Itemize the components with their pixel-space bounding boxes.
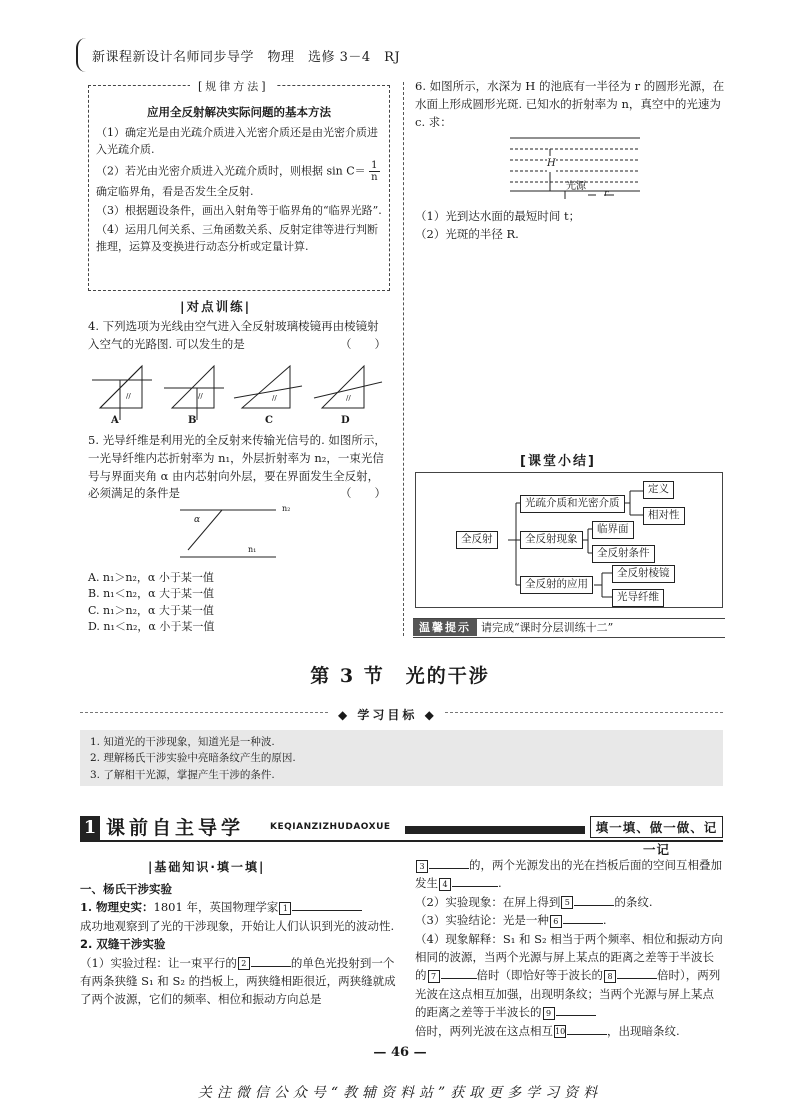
blank-number: 5 — [561, 896, 573, 909]
svg-text://: // — [198, 392, 203, 400]
node-fiber: 光导纤维 — [612, 589, 664, 607]
q6-sub-1: （1）光到达水面的最短时间 t； — [415, 209, 581, 223]
summary-diagram — [415, 472, 723, 608]
banner-title: 课前自主导学 — [106, 817, 245, 839]
question-5-text: 5. 光导纤维是利用光的全反射来传输光信号的. 如图所示，一光导纤维内芯折射率为 n₁，外层折射率为 n₂，一束光信号与界面夹角 α 由内芯射向外层，要在界面发生全反射，必须满足的条件是 — [88, 433, 386, 501]
method-step-3: （3）根据题设条件，画出入射角等于临界角的“临界光路”. — [96, 203, 382, 217]
node-condition: 全反射条件 — [592, 545, 655, 563]
part-banner — [80, 816, 723, 857]
question-4-text: 4. 下列选项为光线由空气进入全反射玻璃棱镜再由棱镜射入空气的光路图. 可以发生的是 — [88, 319, 379, 351]
tip-tag: 温馨提示 — [413, 619, 477, 636]
result-3-a: （3）实验结论：光是一种 — [415, 913, 549, 928]
q4-label-b: B — [188, 415, 197, 426]
result-3: （3）实验结论：光是一种 6 . — [415, 913, 607, 928]
label-light-source: 光源 — [566, 181, 586, 192]
result-4-a: （4）现象解释：S₁ 和 S₂ 相当于两个频率、相位和振动方向相同的波源，当两个光源与屏上某点的距离之差等于半波长的 — [415, 931, 723, 983]
tip-text: 请完成“课时分层训练十二” — [481, 621, 614, 634]
node-phenomenon: 全反射现象 — [520, 531, 583, 549]
result-2-b: 的条纹. — [614, 894, 653, 909]
label-radius-r: r — [604, 189, 609, 199]
q6-sub-2: （2）光斑的半径 R. — [415, 227, 519, 241]
option-c: C. n₁＞n₂，α 大于某一值 — [88, 603, 214, 617]
question-6 — [415, 78, 725, 131]
method-step-2a: （2）若光由光密介质进入光疏介质时，则根据 sin C＝ — [96, 164, 366, 178]
result-4 — [415, 930, 725, 1040]
blank-line[interactable] — [567, 1022, 607, 1035]
svg-text://: // — [272, 394, 277, 402]
ray-c — [234, 386, 302, 398]
blank-number: 4 — [439, 878, 451, 891]
heading-young: 一、杨氏干涉实验 — [80, 882, 172, 896]
header-bracket — [76, 38, 88, 72]
history-text-b: 成功地观察到了光的干涉现象，开始让人们认识到光的波动性. — [80, 918, 395, 933]
blank-line[interactable] — [563, 911, 603, 924]
banner-pinyin: KEQIANZIZHUDAOXUE — [270, 822, 391, 832]
section-title: 第 3 节 光的干涉 — [310, 665, 490, 687]
banner-number: 1 — [80, 816, 100, 840]
q5-options — [88, 570, 214, 635]
history-line — [80, 898, 398, 935]
q4-label-c: C — [265, 415, 273, 426]
blank-number: 8 — [604, 970, 616, 983]
goal-item: 3. 了解相干光源，掌握产生干涉的条件. — [90, 768, 275, 781]
label-n1: n₁ — [248, 545, 257, 554]
history-text-a: 1801 年，英国物理学家 — [153, 900, 279, 915]
node-prism: 全反射棱镜 — [612, 565, 675, 583]
column-divider — [403, 82, 404, 636]
blank-line[interactable] — [452, 874, 498, 887]
result-4-d: 倍时，两列光波在这点相互 — [415, 1023, 553, 1038]
blank-number: 3 — [416, 860, 428, 873]
goal-item: 2. 理解杨氏干涉实验中亮暗条纹产生的原因. — [90, 752, 296, 765]
q4-label-a: A — [111, 415, 119, 426]
fraction-1-over-n: $\frac{1}{n}$ — [371, 159, 378, 183]
method-step-2b: 确定临界角，看是否发生全反射. — [96, 184, 254, 198]
label-alpha: α — [194, 515, 201, 525]
method-step-1: （1）确定光是由光疏介质进入光密介质还是由光密介质进入光疏介质. — [96, 125, 378, 156]
basic-right — [415, 856, 725, 1040]
blank-number: 7 — [428, 970, 440, 983]
blank-number: 6 — [550, 915, 562, 928]
fiber-figure — [176, 502, 296, 564]
heading-double-slit: 2. 双缝干涉实验 — [80, 937, 166, 952]
banner-slogan: 填一填、做一做、记一记 — [590, 816, 723, 838]
answer-paren: （ ） — [340, 486, 386, 501]
svg-text://: // — [346, 394, 351, 402]
summary-title: [课堂小结] — [520, 454, 596, 469]
result-2 — [415, 893, 725, 911]
result-1-text: 的，两个光源发出的光在挡板后面的空间互相叠加发生 — [415, 858, 722, 891]
tip-bar — [413, 618, 725, 638]
blank-number: 1 — [279, 902, 291, 915]
basic-title: |基础知识·填一填| — [148, 860, 266, 874]
prism-b — [172, 366, 214, 408]
option-d: D. n₁＜n₂，α 小于某一值 — [88, 619, 215, 633]
goal-item: 1. 知道光的干涉现象，知道光是一种波. — [90, 736, 275, 748]
banner-bar — [405, 826, 585, 834]
process-text-b: 的单色光投射到一个有两条狭缝 S₁ 和 S₂ 的挡板上，两狭缝相距很近，两狭缝就成了两个波源，它们的频率、相位和振动方向总是 — [80, 955, 396, 1007]
label-n2: n₂ — [282, 504, 291, 513]
prism-d — [322, 366, 364, 408]
node-definition: 定义 — [643, 481, 674, 499]
blank-number: 9 — [543, 1007, 555, 1020]
blank-line[interactable] — [292, 898, 362, 911]
process-text-a: （1）实验过程：让一束平行的 — [80, 955, 237, 970]
method-box — [88, 85, 390, 291]
node-total-reflection: 全反射 — [456, 531, 498, 549]
question-6-text: 6. 如图所示，水深为 H 的池底有一半径为 r 的圆形光源，在水面上形成圆形光斑. 已知水的折射率为 n，真空中的光速为 c. 求： — [415, 79, 725, 129]
result-2-a: （2）实验现象：在屏上得到 — [415, 894, 561, 909]
basic-left — [80, 880, 398, 1009]
method-tag: [规律方法] — [190, 78, 277, 95]
result-4-e: ，出现暗条纹. — [607, 1023, 680, 1038]
history-heading: 1. 物理史实： — [80, 900, 154, 915]
blank-line[interactable] — [441, 966, 477, 979]
blank-line[interactable] — [617, 966, 657, 979]
footer-note: 关注微信公众号“教辅资料站”获取更多学习资料 — [197, 1085, 603, 1101]
method-title: 应用全反射解决实际问题的基本方法 — [147, 105, 331, 119]
pool-figure — [510, 135, 644, 207]
blank-number: 2 — [238, 957, 250, 970]
prism-c — [242, 366, 290, 408]
option-a: A. n₁＞n₂，α 小于某一值 — [88, 571, 214, 584]
goals-box — [80, 730, 723, 786]
answer-paren: （ ） — [340, 336, 386, 351]
result-4-c: 倍时），两列光波在这点相互加强，出现明条纹；当两个光源与屏上某点的距离之差等于半波长的 — [415, 968, 721, 1020]
result-4-b: 倍时（即恰好等于波长的 — [476, 968, 603, 983]
q4-label-d: D — [341, 415, 350, 426]
node-critical-plane: 临界面 — [592, 521, 634, 539]
blank-line[interactable] — [574, 893, 614, 906]
running-header: 新课程新设计名师同步导学 物理 选修 3－4 RJ — [92, 50, 401, 65]
page-number: — 46 — — [373, 1045, 427, 1060]
blank-number: 10 — [555, 1027, 566, 1037]
method-step-4: （4）运用几何关系、三角函数关系、反射定律等进行判断推理，运算及变换进行动态分析或定量计算. — [96, 223, 378, 254]
question-5 — [88, 432, 390, 503]
node-application: 全反射的应用 — [520, 576, 593, 594]
result-1: 3 的，两个光源发出的光在挡板后面的空间互相叠加发生 4 . — [415, 858, 722, 891]
method-step-2 — [96, 160, 382, 200]
blank-line[interactable] — [429, 856, 469, 869]
label-depth-h: H — [547, 156, 556, 172]
node-relativity: 相对性 — [643, 507, 685, 525]
goals-label: ◆ 学习目标 ◆ — [330, 706, 445, 725]
blank-line[interactable] — [251, 954, 291, 967]
question-4 — [88, 318, 390, 354]
training-title: |对点训练| — [180, 299, 252, 314]
option-b: B. n₁＜n₂，α 大于某一值 — [88, 587, 214, 601]
process-text — [80, 954, 398, 1009]
svg-text://: // — [126, 392, 131, 400]
blank-line[interactable] — [556, 1003, 596, 1016]
node-media: 光疏介质和光密介质 — [520, 495, 625, 513]
